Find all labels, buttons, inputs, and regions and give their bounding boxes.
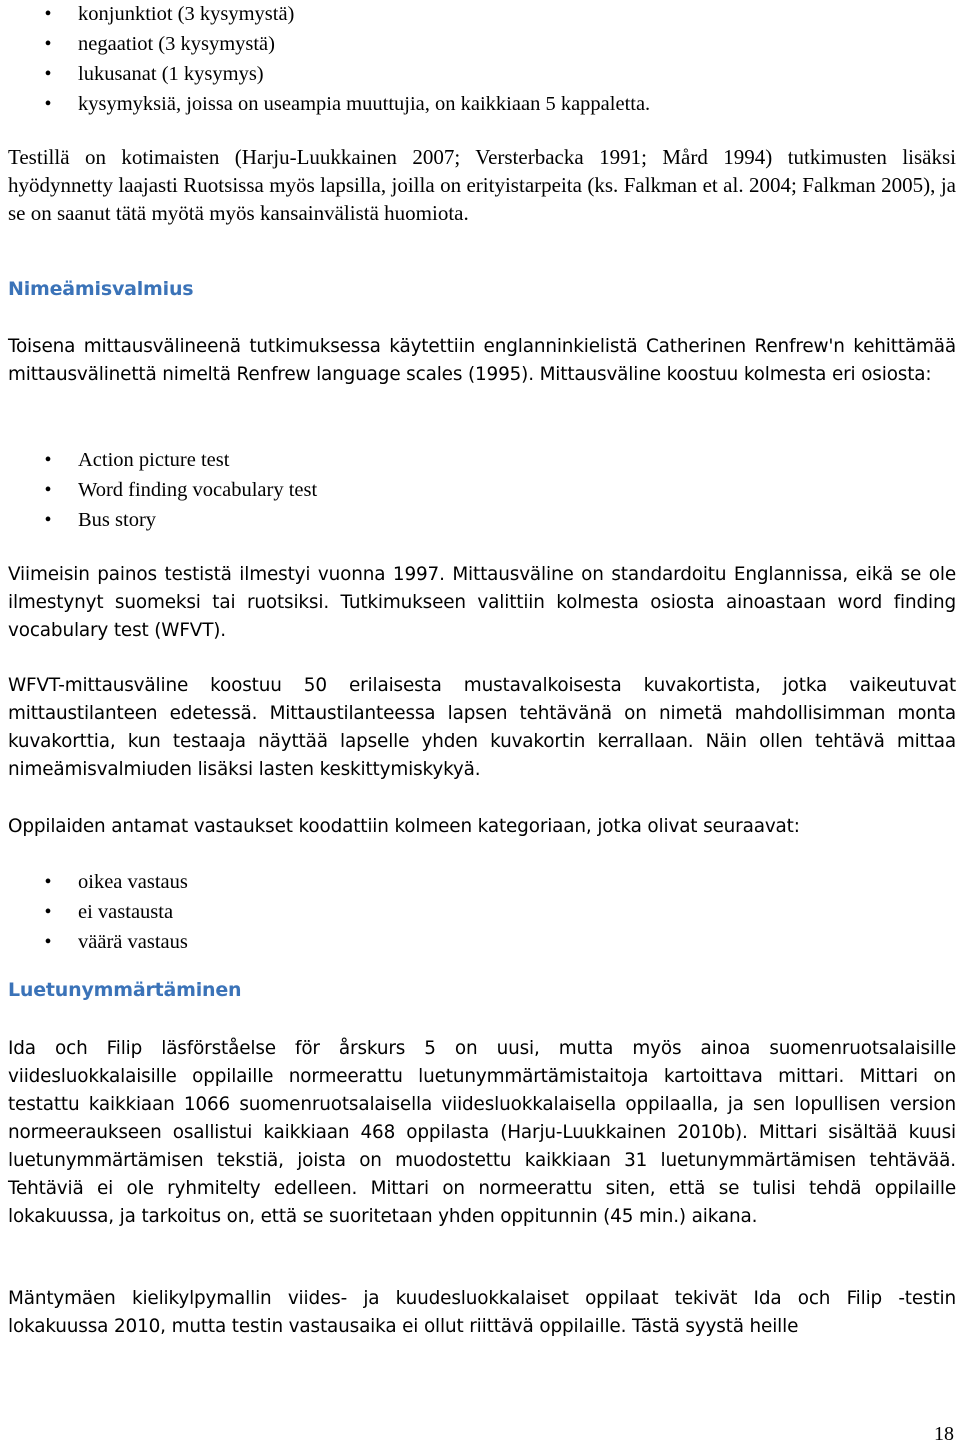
bullet-icon: • — [44, 509, 52, 531]
bullet-icon: • — [44, 3, 52, 25]
question-type-list — [0, 0, 930, 119]
bullet-icon: • — [44, 931, 52, 953]
page-number: 18 — [934, 1423, 954, 1445]
list-item: • konjunktiot (3 kysymystä) — [0, 0, 930, 29]
paragraph-testilla: Testillä on kotimaisten (Harju-Luukkainen 2007; Versterbacka 1991; Mård 1994) tutkimusten lisäksi hyödynnetty laajasti Ruotsissa myös lapsilla, joilla on erityistarpeita (ks. Falkman et al. 2004; Falkman 2005), ja se on saanut tätä myötä myös kansainvälistä huomiota. — [8, 145, 956, 225]
list-item: • väärä vastaus — [0, 927, 930, 957]
list-item: • negaatiot (3 kysymystä) — [0, 29, 930, 59]
paragraph-viimeisin: Viimeisin painos testistä ilmestyi vuonna 1997. Mittausväline on standardoitu Englannissa, eikä se ole ilmestynyt suomeksi tai ruotsiksi. Tutkimukseen valittiin kolmesta osiosta ainoastaan word finding vocabulary test (WFVT). — [8, 564, 956, 641]
bullet-icon: • — [44, 449, 52, 471]
bullet-icon: • — [44, 93, 52, 115]
answer-categories-list — [0, 867, 930, 957]
list-item: • oikea vastaus — [0, 867, 930, 897]
bullet-icon: • — [44, 901, 52, 923]
bullet-icon: • — [44, 33, 52, 55]
section-heading-luetunymmartaminen: Luetunymmärtäminen — [8, 979, 242, 1001]
bullet-icon: • — [44, 63, 52, 85]
test-parts-list — [0, 445, 930, 535]
paragraph-oppilaiden: Oppilaiden antamat vastaukset koodattiin kolmeen kategoriaan, jotka olivat seuraavat: — [8, 816, 800, 837]
list-item: • kysymyksiä, joissa on useampia muuttujia, on kaikkiaan 5 kappaletta. — [0, 89, 930, 119]
section-heading-nimeamisvalmius: Nimeämisvalmius — [8, 278, 194, 300]
paragraph-toisena: Toisena mittausvälineenä tutkimuksessa käytettiin englanninkielistä Catherinen Renfrew'n kehittämää mittausvälinettä nimeltä Renfrew language scales (1995). Mittausväline koostuu kolmesta eri osiosta: — [8, 336, 956, 385]
list-item: • ei vastausta — [0, 897, 930, 927]
list-item: • Action picture test — [0, 445, 930, 475]
paragraph-wfvt: WFVT-mittausväline koostuu 50 erilaisesta mustavalkoisesta kuvakortista, jotka vaikeutuvat mittaustilanteen edetessä. Mittaustilanteessa lapsen tehtävänä on nimetä mahdollisimman monta kuvakorttia, kun testaaja näyttää lapselle yhden kuvakortin kerrallaan. Näin ollen tehtävä mittaa nimeämisvalmiuden lisäksi lasten keskittymiskykyä. — [8, 675, 956, 780]
list-item: • lukusanat (1 kysymys) — [0, 59, 930, 89]
list-item: • Bus story — [0, 505, 930, 535]
bullet-icon: • — [44, 479, 52, 501]
paragraph-ida-och-filip: Ida och Filip läsförståelse för årskurs 5 on uusi, mutta myös ainoa suomenruotsalaisille viidesluokkalaisille oppilaille normeerattu luetunymmärtämistaitoja kartoittava mittari. Mittari on testattu kaikkiaan 1066 suomenruotsalaisella viidesluokkalaisella oppilaalla, ja sen lopullisen version normeeraukseen osallistui kaikkiaan 468 oppilasta (Harju-Luukkainen 2010b). Mittari sisältää kuusi luetunymmärtämisen tekstiä, joista on muodostettu kaikkiaan 31 luetunymmärtämisen tehtävää. Tehtäviä ei ole ryhmitelty edelleen. Mittari on normeerattu siten, että se tulisi tehdä oppilaille lokakuussa, ja tarkoitus on, että se suoritetaan yhden oppitunnin (45 min.) aikana. — [8, 1038, 956, 1227]
bullet-icon: • — [44, 871, 52, 893]
list-item: • Word finding vocabulary test — [0, 475, 930, 505]
paragraph-mantymaen: Mäntymäen kielikylpymallin viides- ja kuudesluokkalaiset oppilaat tekivät Ida och Filip -testin lokakuussa 2010, mutta testin vastausaika ei ollut riittävä oppilaille. Tästä syystä heille — [8, 1288, 956, 1337]
